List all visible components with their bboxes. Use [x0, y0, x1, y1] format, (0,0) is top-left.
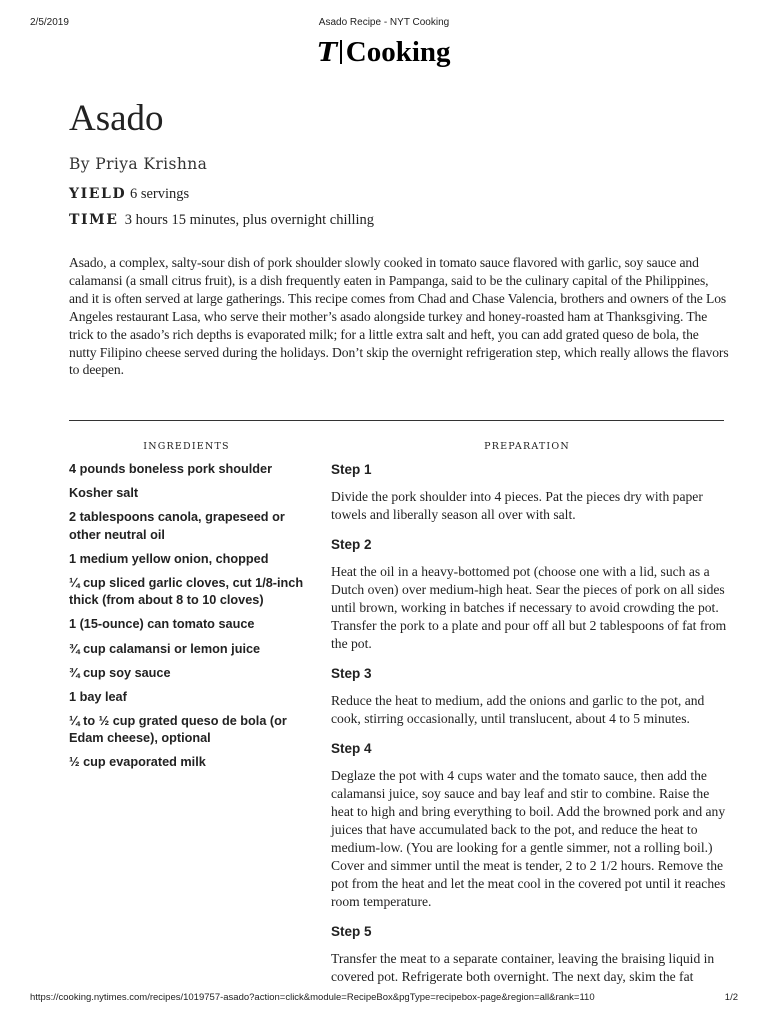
yield-value: 6 servings	[129, 186, 190, 202]
ingredient-item: ¼ to ½ cup grated queso de bola (or Edam cheese), optional	[69, 713, 287, 746]
ingredients-heading: INGREDIENTS	[143, 441, 230, 452]
ingredient-item: ¾ cup calamansi or lemon juice	[69, 641, 261, 656]
ingredient-item: 1 medium yellow onion, chopped	[69, 551, 269, 566]
step-label: Step 2	[331, 537, 372, 552]
step-text: Deglaze the pot with 4 cups water and the tomato sauce, then add the calamansi juice, soy sauce and bay leaf and stir to combine. Raise the heat to high and bring everything to boil. Add the browned pork and any juices that have accumulated back to the pot, and reduce the heat to medium-low. (You are looking for a gentle simmer, not a rolling boil.) Cover and simmer until the meat is tender, 2 to 2 1/2 hours. Remove the pot from the heat and let the meat cool in the covered pot until it reaches room temperature.	[331, 768, 726, 909]
yield-label: YIELD	[69, 186, 127, 202]
step-text: Divide the pork shoulder into 4 pieces. Pat the pieces dry with paper towels and liberally season all over with salt.	[331, 489, 703, 522]
yield-row	[69, 186, 189, 203]
step-text: Heat the oil in a heavy-bottomed pot (choose one with a lid, such as a Dutch oven) over medium-high heat. Sear the pieces of pork on all sides until brown, working in batches if necessary to avoid crowding the pot. Transfer the pork to a plate and pour off all but 2 tablespoons of fat from the pot.	[331, 564, 727, 651]
time-label: TIME	[69, 212, 119, 228]
step-label: Step 4	[331, 741, 372, 756]
step-text: Reduce the heat to medium, add the onions and garlic to the pot, and cook, stirring occasionally, until translucent, about 4 to 5 minutes.	[331, 693, 705, 726]
preparation-heading: PREPARATION	[484, 441, 570, 452]
ingredients-column	[69, 438, 304, 779]
logo-divider	[340, 40, 342, 64]
print-page-title: Asado Recipe - NYT Cooking	[318, 17, 450, 28]
step-label: Step 1	[331, 462, 372, 477]
nyt-cooking-logo[interactable]	[0, 36, 768, 69]
step-text: Transfer the meat to a separate container, leaving the braising liquid in covered pot. Refrigerate both overnight. The next day, skim the fat	[331, 951, 715, 984]
ingredient-item: Kosher salt	[69, 486, 139, 501]
ingredient-item: 4 pounds boneless pork shoulder	[69, 462, 273, 476]
ingredient-item: ¼ cup sliced garlic cloves, cut 1/8-inch thick (from about 8 to 10 cloves)	[69, 575, 304, 608]
page-number: 1/2	[724, 992, 738, 1003]
ingredient-item: 1 bay leaf	[69, 689, 127, 704]
recipe-byline: By Priya Krishna	[69, 155, 208, 173]
ingredient-item: 2 tablespoons canola, grapeseed or other neutral oil	[69, 510, 285, 542]
preparation-step	[331, 923, 731, 986]
recipe-title: Asado	[69, 98, 164, 139]
ingredient-list	[69, 461, 304, 772]
time-value: 3 hours 15 minutes, plus overnight chilling	[124, 212, 375, 228]
preparation-step	[331, 740, 731, 911]
step-label: Step 5	[331, 924, 372, 939]
section-divider	[69, 420, 724, 421]
print-url-link[interactable]: https://cooking.nytimes.com/recipes/1019757-asado?action=click&module=RecipeBox&pgType=recipebox-page&region=all&rank=110	[30, 992, 595, 1003]
preparation-step	[331, 536, 731, 653]
ingredient-item: 1 (15-ounce) can tomato sauce	[69, 617, 255, 632]
page-bottom-margin	[0, 984, 768, 1024]
print-date: 2/5/2019	[30, 17, 69, 28]
preparation-step	[331, 665, 731, 728]
logo-wordmark: Cooking	[345, 36, 451, 68]
ingredient-item: ¾ cup soy sauce	[69, 665, 171, 680]
preparation-column	[331, 438, 731, 998]
time-row	[69, 212, 374, 229]
preparation-step	[331, 461, 731, 524]
step-label: Step 3	[331, 666, 372, 681]
recipe-description: Asado, a complex, salty-sour dish of pork shoulder slowly cooked in tomato sauce flavored with garlic, soy sauce and calamansi (a small citrus fruit), is a dish frequently eaten in Pampanga, said to be the culinary capital of the Philippines, and it is often served at large gatherings. This recipe comes from Chad and Chase Valencia, brothers and owners of the Los Angeles restaurant Lasa, who serve their mother’s asado alongside turkey and honey-roasted ham at Thanksgiving. The trick to the asado’s rich depths is evaporated milk; for a little extra salt and heft, you can add grated queso de bola, the nutty Filipino cheese served during the holidays. Don’t skip the overnight refrigeration step, which really allows the flavors to deepen.	[69, 255, 729, 378]
ingredient-item: ½ cup evaporated milk	[69, 755, 206, 770]
nyt-t-logo-icon: T	[317, 38, 337, 68]
